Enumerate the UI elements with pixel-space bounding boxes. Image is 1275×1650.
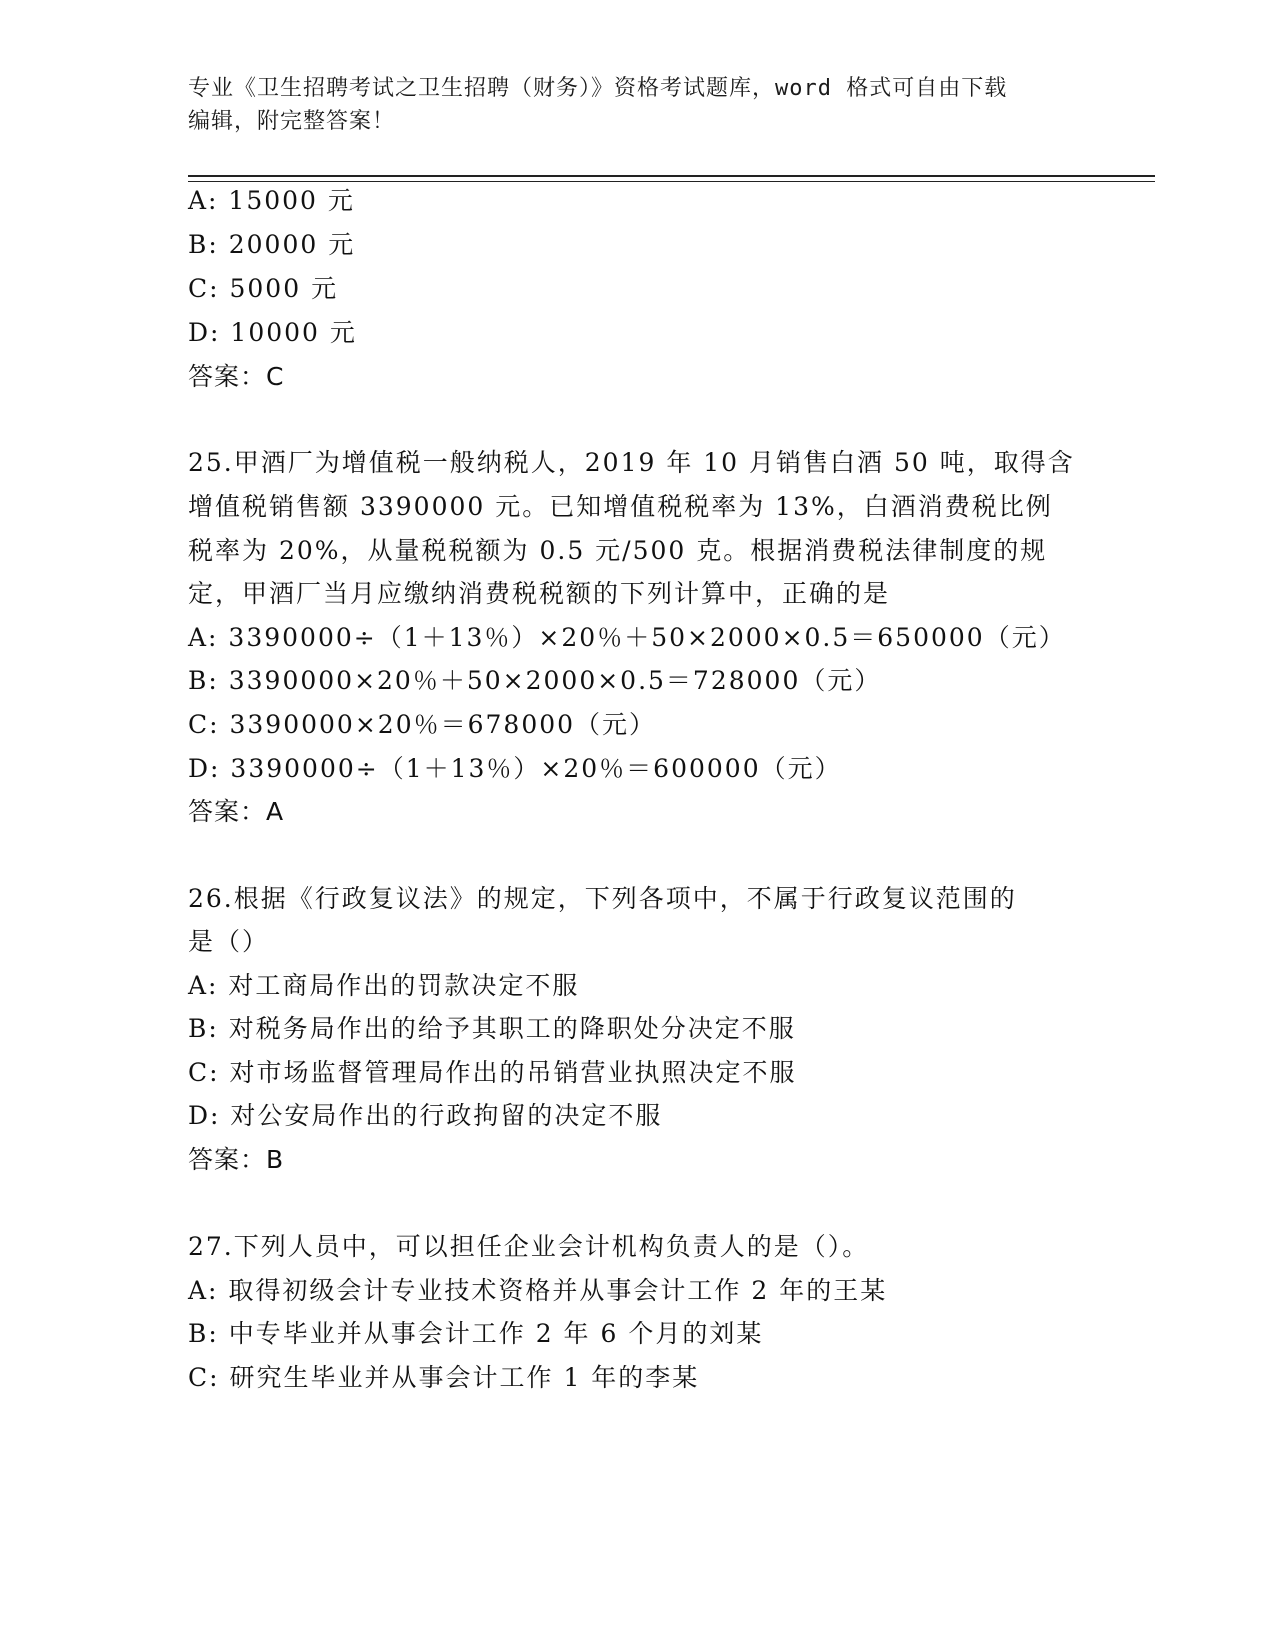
q25-option-c: C: 3390000×20％＝678000（元）: [188, 710, 657, 739]
q25-option-d: D: 3390000÷（1＋13％）×20％＝600000（元）: [188, 754, 842, 783]
q25-stem-line-4: 定，甲酒厂当月应缴纳消费税税额的下列计算中，正确的是: [188, 579, 891, 608]
q24-option-b: B: 20000 元: [188, 230, 356, 259]
q24-answer: 答案：C: [188, 362, 285, 391]
q26-option-a: A: 对工商局作出的罚款决定不服: [188, 971, 580, 1000]
q26-option-c: C: 对市场监督管理局作出的吊销营业执照决定不服: [188, 1058, 797, 1087]
header-line-1: 专业《卫生招聘考试之卫生招聘（财务）》资格考试题库，word 格式可自由下载: [188, 76, 1008, 101]
q24-option-d: D: 10000 元: [188, 318, 357, 347]
header-divider-thick: [188, 175, 1155, 177]
q24-option-a: A: 15000 元: [188, 186, 355, 215]
q27-stem-line-1: 27.下列人员中，可以担任企业会计机构负责人的是（）。: [188, 1232, 870, 1261]
q26-option-b: B: 对税务局作出的给予其职工的降职处分决定不服: [188, 1014, 796, 1043]
q24-option-c: C: 5000 元: [188, 274, 339, 303]
q25-stem-line-3: 税率为 20%，从量税税额为 0.5 元/500 克。根据消费税法律制度的规: [188, 536, 1048, 565]
q27-option-b: B: 中专毕业并从事会计工作 2 年 6 个月的刘某: [188, 1319, 764, 1348]
q26-answer: 答案：B: [188, 1145, 285, 1174]
q26-stem-line-2: 是（）: [188, 927, 270, 956]
q25-answer: 答案：A: [188, 797, 285, 826]
q25-option-b: B: 3390000×20％＋50×2000×0.5＝728000（元）: [188, 666, 882, 695]
q25-stem-line-1: 25.甲酒厂为增值税一般纳税人，2019 年 10 月销售白酒 50 吨，取得含: [188, 448, 1075, 477]
q26-stem-line-1: 26.根据《行政复议法》的规定，下列各项中，不属于行政复议范围的: [188, 884, 1017, 913]
q25-stem-line-2: 增值税销售额 3390000 元。已知增值税税率为 13%，白酒消费税比例: [188, 492, 1053, 521]
q26-option-d: D: 对公安局作出的行政拘留的决定不服: [188, 1101, 663, 1130]
header-divider-thin: [188, 181, 1155, 182]
q27-option-a: A: 取得初级会计专业技术资格并从事会计工作 2 年的王某: [188, 1276, 888, 1305]
header-line-2: 编辑，附完整答案！: [188, 109, 396, 134]
document-header: [188, 72, 1088, 138]
q25-option-a: A: 3390000÷（1＋13％）×20％＋50×2000×0.5＝650000（元）: [188, 623, 1066, 652]
q27-option-c: C: 研究生毕业并从事会计工作 1 年的李某: [188, 1363, 700, 1392]
